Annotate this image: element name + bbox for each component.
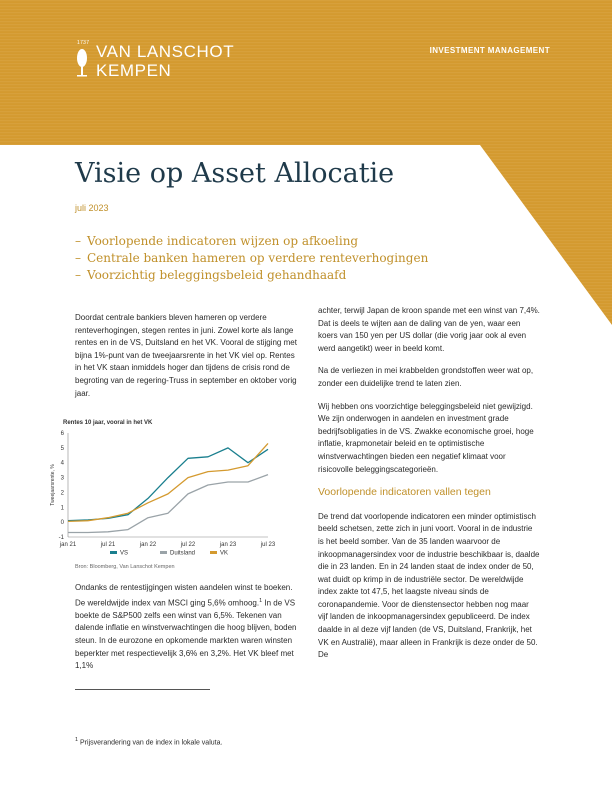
logo-line-1: VAN LANSCHOT <box>96 42 235 61</box>
left-column-top <box>75 312 300 410</box>
legend-swatch <box>160 551 167 554</box>
paragraph: Doordat centrale bankiers bleven hameren op verdere renteverhogingen, stegen rentes in juni. Zowel korte als lange rentes en in de VS, Duitsland en het VK. Vooral de stijging met bijna 1%-punt van de tweejaarsrente in het VK viel op. Rentes in het VK staan inmiddels hoger dan tijdens de crisis rond de begroting van de regering-Truss in september en oktober vorig jaar. <box>75 313 297 398</box>
footnote <box>75 737 222 746</box>
series-line-duitsland <box>68 475 268 533</box>
highlight-item <box>75 233 428 250</box>
yield-chart <box>50 425 290 565</box>
legend-swatch <box>210 551 217 554</box>
left-column-bottom <box>75 582 300 683</box>
y-tick-label: -1 <box>58 535 64 541</box>
page-title: Visie op Asset Allocatie <box>75 158 395 189</box>
dash-glyph: – <box>75 251 81 265</box>
footnote-divider <box>75 689 210 690</box>
legend-label: VK <box>220 550 229 557</box>
y-tick-label: 1 <box>60 505 64 512</box>
x-tick-label: jul 23 <box>260 542 276 548</box>
x-tick-label: jan 21 <box>59 542 77 548</box>
highlight-text: Centrale banken hameren op verdere renteverhogingen <box>87 251 429 265</box>
paragraph: Na de verliezen in mei krabbelden grondstoffen weer wat op, zonder een duidelijke trend te laten zien. <box>318 366 534 388</box>
chart-title: Rentes 10 jaar, vooral in het VK <box>63 420 153 426</box>
x-tick-label: jan 22 <box>139 542 157 548</box>
legend-swatch <box>110 551 117 554</box>
y-tick-label: 0 <box>60 520 64 527</box>
tagline: INVESTMENT MANAGEMENT <box>429 46 550 55</box>
paragraph: Wij hebben ons voorzichtige beleggingsbeleid niet gewijzigd. We zijn onderwogen in aandelen en investment grade bedrijfsobligaties in de VS. Zwakke economische groei, hoge inflatie, krapmonetair beleid en te optimistische winstverwachtingen bieden een negatief klimaat voor risicovolle beleggingscategorieën. <box>318 401 534 474</box>
legend-label: Duitsland <box>170 550 196 557</box>
publication-date: juli 2023 <box>75 203 109 213</box>
paragraph-text: Ondanks de rentestijgingen wisten aandelen winst te boeken. De wereldwijde index van MSCI ging 5,6% omhoog. <box>75 583 293 608</box>
paragraph: De trend dat voorlopende indicatoren een minder optimistisch beeld schetsen, zette zich in juni voort. Vooral in de industrie is het beeld somber. Van de 35 landen waarvoor de inkoopmanagersindex voor de industrie beschikbaar is, daalde die in 23 landen. En in 24 landen staat de index onder de 50, wat duidt op krimp in de industriële sector. De wereldwijde index zakte tot 47,5, het laagste niveau sinds de coronapandemie. Voor de dienstensector hebben nog maar vijf landen de inkoopmanagersindex gepubliceerd. De index daalde in al deze vijf landen (de VS, Duitsland, Frankrijk, het VK en Australië), maar alleen in Frankrijk is deze onder de 50. De <box>318 511 540 660</box>
x-tick-label: jul 22 <box>180 542 196 548</box>
tree-logo-icon <box>75 48 89 78</box>
dash-glyph: – <box>75 268 81 282</box>
logo-line-2: KEMPEN <box>96 61 172 80</box>
section-heading: Voorlopende indicatoren vallen tegen <box>318 486 491 499</box>
highlight-item <box>75 267 428 284</box>
footnote-reference[interactable]: 1 <box>259 597 263 604</box>
x-tick-label: jan 23 <box>219 542 237 548</box>
logo-year: 1737 <box>77 40 90 46</box>
highlight-text: Voorlopende indicatoren wijzen op afkoeling <box>87 234 359 248</box>
chart-source: Bron: Bloomberg, Van Lanschot Kempen <box>75 564 175 570</box>
right-column <box>318 305 540 672</box>
paragraph-text: In de VS boekte de S&P500 zelfs een winst van 6,5%. Tekenen van dalende inflatie en winstverwachtingen die hoog blijven, boden steun. In de eurozone en opkomende markten waren winsten beperkter met respectievelijk 3,6% en 3,2%. Het VK bleef met 1,1% <box>75 598 297 671</box>
y-tick-label: 6 <box>60 431 64 437</box>
paragraph <box>75 582 300 673</box>
highlight-item <box>75 250 428 267</box>
footnote-marker: 1 <box>75 737 79 743</box>
y-tick-label: 5 <box>60 445 64 452</box>
y-axis-label: Tweejaarsrente, % <box>50 464 56 506</box>
highlight-text: Voorzichtig beleggingsbeleid gehandhaafd <box>87 268 347 282</box>
highlights-list <box>75 233 428 284</box>
y-tick-label: 3 <box>60 475 64 482</box>
paragraph: achter, terwijl Japan de kroon spande met een winst van 7,4%. Dat is deels te wijten aan de daling van de yen, waar een koers van 150 yen per US dollar (die vorig jaar ook al even werd aangetikt) weer in beeld komt. <box>318 306 540 353</box>
y-tick-label: 4 <box>60 460 64 467</box>
y-tick-label: 2 <box>60 490 64 497</box>
series-line-vs <box>68 448 268 521</box>
x-tick-label: jul 21 <box>100 542 116 548</box>
dash-glyph: – <box>75 234 81 248</box>
legend-label: VS <box>120 550 129 557</box>
footnote-text: Prijsverandering van de index in lokale valuta. <box>80 739 223 747</box>
